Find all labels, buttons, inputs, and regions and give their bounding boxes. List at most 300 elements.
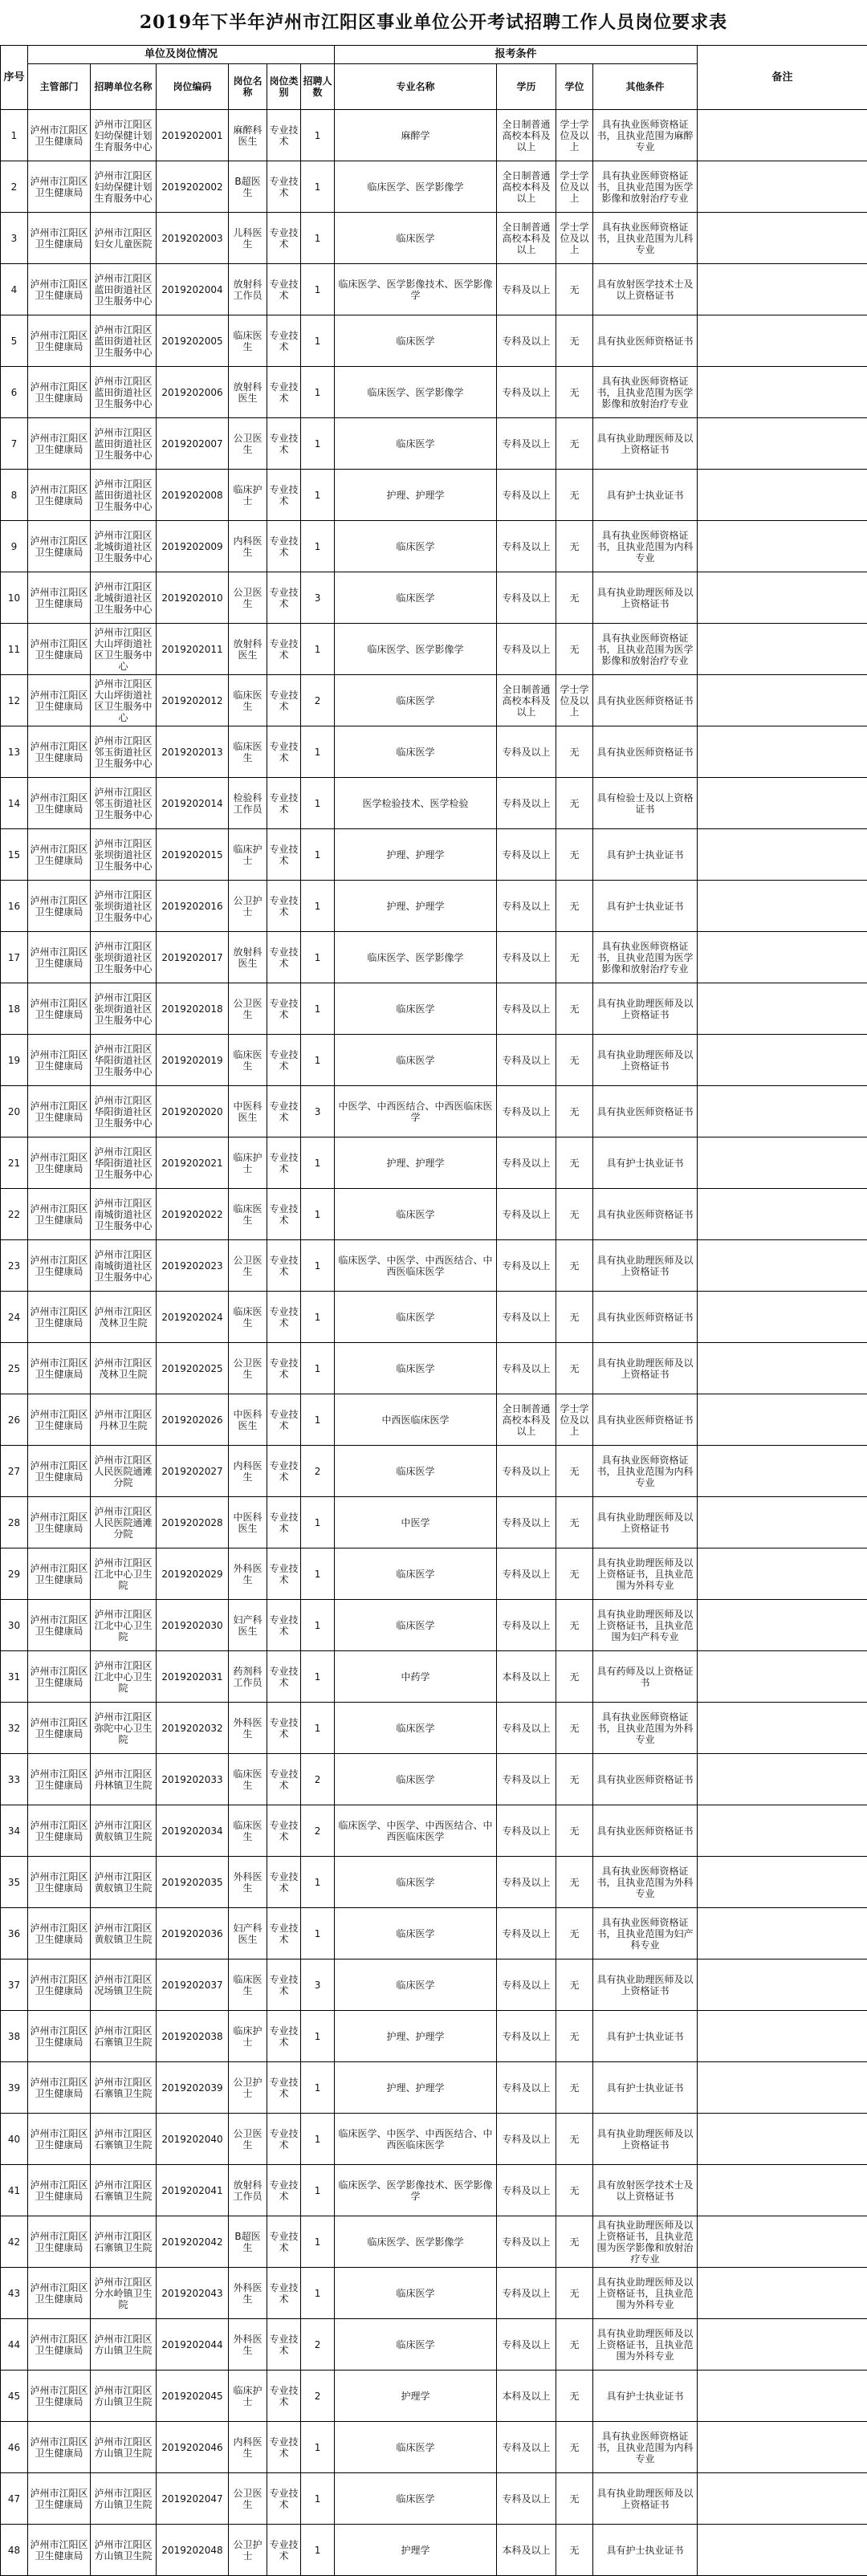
cell-count: 2 xyxy=(301,1754,335,1805)
cell-count: 1 xyxy=(301,2011,335,2062)
cell-edu: 专科及以上 xyxy=(497,470,556,521)
cell-dept: 泸州市江阳区卫生健康局 xyxy=(28,2062,91,2114)
cell-note xyxy=(698,624,867,675)
cell-other: 具有护士执业证书 xyxy=(593,2062,698,2114)
table-row xyxy=(1,2114,867,2165)
cell-unit: 泸州市江阳区妇幼保健计划生育服务中心 xyxy=(91,110,157,161)
cell-seq: 47 xyxy=(1,2473,28,2525)
table-row xyxy=(1,1240,867,1292)
cell-category: 专业技术 xyxy=(267,213,301,264)
cell-major: 临床医学、中医学、中西医结合、中西医临床医学 xyxy=(335,1240,497,1292)
cell-major: 临床医学、中医学、中西医结合、中西医临床医学 xyxy=(335,1805,497,1857)
header-code: 岗位编码 xyxy=(157,64,229,110)
cell-unit: 泸州市江阳区黄舣镇卫生院 xyxy=(91,1908,157,1959)
cell-post: 公卫医生 xyxy=(229,1343,267,1394)
cell-post: 临床护士 xyxy=(229,1137,267,1189)
table-row xyxy=(1,315,867,367)
cell-code: 2019202027 xyxy=(157,1446,229,1497)
cell-major: 临床医学、医学影像学 xyxy=(335,161,497,213)
cell-major: 临床医学 xyxy=(335,1343,497,1394)
cell-other: 具有护士执业证书 xyxy=(593,2011,698,2062)
cell-dept: 泸州市江阳区卫生健康局 xyxy=(28,1600,91,1651)
cell-count: 1 xyxy=(301,1394,335,1446)
table-row xyxy=(1,1035,867,1086)
table-row xyxy=(1,1137,867,1189)
cell-edu: 专科及以上 xyxy=(497,1086,556,1137)
cell-note xyxy=(698,2473,867,2525)
cell-other: 具有护士执业证书 xyxy=(593,470,698,521)
cell-seq: 14 xyxy=(1,778,28,829)
header-category: 岗位类别 xyxy=(267,64,301,110)
cell-category: 专业技术 xyxy=(267,1189,301,1240)
table-row xyxy=(1,367,867,418)
cell-category: 专业技术 xyxy=(267,2165,301,2216)
cell-category: 专业技术 xyxy=(267,932,301,983)
cell-count: 1 xyxy=(301,932,335,983)
position-table xyxy=(0,45,867,2576)
cell-edu: 专科及以上 xyxy=(497,624,556,675)
cell-note xyxy=(698,1651,867,1703)
cell-major: 临床医学 xyxy=(335,1600,497,1651)
cell-degree: 无 xyxy=(556,1754,593,1805)
cell-count: 3 xyxy=(301,1086,335,1137)
cell-unit: 泸州市江阳区况场镇卫生院 xyxy=(91,1959,157,2011)
cell-major: 临床医学 xyxy=(335,213,497,264)
cell-category: 专业技术 xyxy=(267,2525,301,2576)
cell-unit: 泸州市江阳区方山镇卫生院 xyxy=(91,2473,157,2525)
cell-edu: 专科及以上 xyxy=(497,418,556,470)
cell-unit: 泸州市江阳区张坝街道社区卫生服务中心 xyxy=(91,829,157,881)
cell-note xyxy=(698,2422,867,2473)
table-row xyxy=(1,881,867,932)
cell-code: 2019202019 xyxy=(157,1035,229,1086)
cell-code: 2019202041 xyxy=(157,2165,229,2216)
table-row xyxy=(1,1651,867,1703)
cell-post: 儿科医生 xyxy=(229,213,267,264)
cell-post: 公卫护士 xyxy=(229,881,267,932)
cell-unit: 泸州市江阳区石寨镇卫生院 xyxy=(91,2114,157,2165)
cell-edu: 专科及以上 xyxy=(497,1600,556,1651)
cell-unit: 泸州市江阳区南城街道社区卫生服务中心 xyxy=(91,1240,157,1292)
cell-edu: 全日制普通高校本科及以上 xyxy=(497,1394,556,1446)
table-row xyxy=(1,2319,867,2370)
cell-unit: 泸州市江阳区蓝田街道社区卫生服务中心 xyxy=(91,264,157,315)
cell-post: 外科医生 xyxy=(229,1548,267,1600)
cell-degree: 无 xyxy=(556,2165,593,2216)
cell-dept: 泸州市江阳区卫生健康局 xyxy=(28,572,91,624)
cell-category: 专业技术 xyxy=(267,1805,301,1857)
cell-seq: 9 xyxy=(1,521,28,572)
cell-category: 专业技术 xyxy=(267,1651,301,1703)
cell-count: 1 xyxy=(301,2422,335,2473)
cell-major: 中药学 xyxy=(335,1651,497,1703)
table-row xyxy=(1,624,867,675)
cell-unit: 泸州市江阳区蓝田街道社区卫生服务中心 xyxy=(91,315,157,367)
cell-edu: 专科及以上 xyxy=(497,1446,556,1497)
cell-category: 专业技术 xyxy=(267,418,301,470)
cell-category: 专业技术 xyxy=(267,2319,301,2370)
cell-seq: 16 xyxy=(1,881,28,932)
cell-degree: 无 xyxy=(556,315,593,367)
cell-note xyxy=(698,1497,867,1548)
cell-count: 1 xyxy=(301,1703,335,1754)
cell-code: 2019202001 xyxy=(157,110,229,161)
table-row xyxy=(1,1446,867,1497)
table-row xyxy=(1,521,867,572)
cell-count: 1 xyxy=(301,1137,335,1189)
cell-other: 具有护士执业证书 xyxy=(593,881,698,932)
cell-count: 1 xyxy=(301,1548,335,1600)
cell-note xyxy=(698,1548,867,1600)
cell-seq: 29 xyxy=(1,1548,28,1600)
cell-other: 具有执业医师资格证书 xyxy=(593,1754,698,1805)
cell-note xyxy=(698,1343,867,1394)
cell-other: 具有护士执业证书 xyxy=(593,2525,698,2576)
cell-post: B超医生 xyxy=(229,2216,267,2268)
cell-post: 放射科医生 xyxy=(229,624,267,675)
cell-post: 临床医生 xyxy=(229,726,267,778)
cell-degree: 无 xyxy=(556,1292,593,1343)
cell-note xyxy=(698,1086,867,1137)
cell-count: 1 xyxy=(301,2062,335,2114)
cell-unit: 泸州市江阳区石寨镇卫生院 xyxy=(91,2062,157,2114)
cell-dept: 泸州市江阳区卫生健康局 xyxy=(28,521,91,572)
cell-seq: 2 xyxy=(1,161,28,213)
cell-edu: 专科及以上 xyxy=(497,1857,556,1908)
cell-dept: 泸州市江阳区卫生健康局 xyxy=(28,1908,91,1959)
cell-note xyxy=(698,2062,867,2114)
cell-seq: 5 xyxy=(1,315,28,367)
cell-other: 具有执业助理医师及以上资格证书 xyxy=(593,1035,698,1086)
cell-category: 专业技术 xyxy=(267,315,301,367)
cell-count: 1 xyxy=(301,1651,335,1703)
cell-count: 3 xyxy=(301,572,335,624)
cell-seq: 48 xyxy=(1,2525,28,2576)
cell-major: 护理学 xyxy=(335,2525,497,2576)
cell-note xyxy=(698,1035,867,1086)
cell-unit: 泸州市江阳区方山镇卫生院 xyxy=(91,2370,157,2422)
table-row xyxy=(1,161,867,213)
cell-degree: 无 xyxy=(556,2473,593,2525)
table-row xyxy=(1,983,867,1035)
cell-seq: 46 xyxy=(1,2422,28,2473)
cell-category: 专业技术 xyxy=(267,1292,301,1343)
cell-dept: 泸州市江阳区卫生健康局 xyxy=(28,1240,91,1292)
cell-note xyxy=(698,881,867,932)
cell-count: 1 xyxy=(301,2473,335,2525)
table-row xyxy=(1,110,867,161)
table-row xyxy=(1,2216,867,2268)
cell-other: 具有执业医师资格证书，且执业范围为医学影像和放射治疗专业 xyxy=(593,932,698,983)
cell-dept: 泸州市江阳区卫生健康局 xyxy=(28,2216,91,2268)
cell-seq: 45 xyxy=(1,2370,28,2422)
cell-category: 专业技术 xyxy=(267,624,301,675)
cell-count: 3 xyxy=(301,1959,335,2011)
cell-other: 具有放射医学技术士及以上资格证书 xyxy=(593,2165,698,2216)
cell-post: 外科医生 xyxy=(229,2268,267,2319)
table-row xyxy=(1,1754,867,1805)
cell-count: 1 xyxy=(301,726,335,778)
cell-seq: 39 xyxy=(1,2062,28,2114)
cell-post: 内科医生 xyxy=(229,1446,267,1497)
cell-unit: 泸州市江阳区茂林卫生院 xyxy=(91,1343,157,1394)
cell-code: 2019202048 xyxy=(157,2525,229,2576)
cell-note xyxy=(698,2216,867,2268)
cell-edu: 专科及以上 xyxy=(497,315,556,367)
cell-major: 护理、护理学 xyxy=(335,1137,497,1189)
cell-major: 临床医学、医学影像技术、医学影像学 xyxy=(335,264,497,315)
cell-major: 临床医学 xyxy=(335,1548,497,1600)
cell-other: 具有执业医师资格证书 xyxy=(593,1189,698,1240)
cell-post: 临床医生 xyxy=(229,1292,267,1343)
cell-note xyxy=(698,1908,867,1959)
cell-seq: 13 xyxy=(1,726,28,778)
cell-post: 内科医生 xyxy=(229,2422,267,2473)
cell-category: 专业技术 xyxy=(267,1548,301,1600)
cell-code: 2019202032 xyxy=(157,1703,229,1754)
cell-dept: 泸州市江阳区卫生健康局 xyxy=(28,1086,91,1137)
cell-seq: 25 xyxy=(1,1343,28,1394)
cell-other: 具有执业医师资格证书，且执业范围为外科专业 xyxy=(593,1857,698,1908)
cell-major: 临床医学 xyxy=(335,1959,497,2011)
cell-seq: 28 xyxy=(1,1497,28,1548)
table-row xyxy=(1,1908,867,1959)
cell-degree: 无 xyxy=(556,1446,593,1497)
cell-count: 1 xyxy=(301,1189,335,1240)
cell-count: 2 xyxy=(301,2319,335,2370)
cell-major: 护理、护理学 xyxy=(335,881,497,932)
cell-note xyxy=(698,1137,867,1189)
cell-edu: 专科及以上 xyxy=(497,2114,556,2165)
cell-seq: 40 xyxy=(1,2114,28,2165)
cell-seq: 22 xyxy=(1,1189,28,1240)
cell-note xyxy=(698,2370,867,2422)
cell-degree: 无 xyxy=(556,572,593,624)
cell-other: 具有执业医师资格证书，且执业范围为医学影像和放射治疗专业 xyxy=(593,367,698,418)
cell-other: 具有执业助理医师及以上资格证书 xyxy=(593,1343,698,1394)
cell-edu: 本科及以上 xyxy=(497,2370,556,2422)
cell-dept: 泸州市江阳区卫生健康局 xyxy=(28,213,91,264)
cell-category: 专业技术 xyxy=(267,1703,301,1754)
cell-seq: 24 xyxy=(1,1292,28,1343)
cell-code: 2019202047 xyxy=(157,2473,229,2525)
cell-code: 2019202026 xyxy=(157,1394,229,1446)
cell-major: 护理、护理学 xyxy=(335,470,497,521)
cell-code: 2019202045 xyxy=(157,2370,229,2422)
cell-code: 2019202046 xyxy=(157,2422,229,2473)
cell-code: 2019202040 xyxy=(157,2114,229,2165)
cell-edu: 专科及以上 xyxy=(497,726,556,778)
cell-other: 具有执业医师资格证书，且执业范围为内科专业 xyxy=(593,1446,698,1497)
cell-edu: 专科及以上 xyxy=(497,1343,556,1394)
cell-unit: 泸州市江阳区大山坪街道社区卫生服务中心 xyxy=(91,624,157,675)
cell-category: 专业技术 xyxy=(267,161,301,213)
cell-category: 专业技术 xyxy=(267,2422,301,2473)
cell-code: 2019202025 xyxy=(157,1343,229,1394)
table-row xyxy=(1,1189,867,1240)
cell-dept: 泸州市江阳区卫生健康局 xyxy=(28,161,91,213)
cell-unit: 泸州市江阳区人民医院通滩分院 xyxy=(91,1497,157,1548)
cell-post: 临床护士 xyxy=(229,829,267,881)
cell-note xyxy=(698,932,867,983)
cell-dept: 泸州市江阳区卫生健康局 xyxy=(28,418,91,470)
cell-unit: 泸州市江阳区蓝田街道社区卫生服务中心 xyxy=(91,418,157,470)
cell-note xyxy=(698,2525,867,2576)
table-row xyxy=(1,2062,867,2114)
cell-category: 专业技术 xyxy=(267,2114,301,2165)
cell-other: 具有放射医学技术士及以上资格证书 xyxy=(593,264,698,315)
table-row xyxy=(1,1497,867,1548)
cell-degree: 无 xyxy=(556,1600,593,1651)
cell-post: 临床医生 xyxy=(229,1035,267,1086)
cell-post: 临床医生 xyxy=(229,1805,267,1857)
cell-dept: 泸州市江阳区卫生健康局 xyxy=(28,1703,91,1754)
cell-post: 麻醉科医生 xyxy=(229,110,267,161)
cell-major: 临床医学 xyxy=(335,1446,497,1497)
cell-post: 公卫医生 xyxy=(229,983,267,1035)
cell-edu: 专科及以上 xyxy=(497,1548,556,1600)
cell-code: 2019202035 xyxy=(157,1857,229,1908)
cell-degree: 无 xyxy=(556,624,593,675)
cell-unit: 泸州市江阳区华阳街道社区卫生服务中心 xyxy=(91,1086,157,1137)
cell-degree: 学士学位及以上 xyxy=(556,675,593,726)
cell-unit: 泸州市江阳区邻玉街道社区卫生服务中心 xyxy=(91,778,157,829)
cell-degree: 无 xyxy=(556,418,593,470)
cell-category: 专业技术 xyxy=(267,726,301,778)
cell-code: 2019202034 xyxy=(157,1805,229,1857)
cell-note xyxy=(698,1240,867,1292)
cell-category: 专业技术 xyxy=(267,829,301,881)
cell-edu: 全日制普通高校本科及以上 xyxy=(497,213,556,264)
cell-note xyxy=(698,1959,867,2011)
cell-major: 临床医学 xyxy=(335,521,497,572)
cell-other: 具有执业医师资格证书，且执业范围为医学影像和放射治疗专业 xyxy=(593,161,698,213)
cell-degree: 无 xyxy=(556,367,593,418)
cell-degree: 无 xyxy=(556,881,593,932)
cell-degree: 无 xyxy=(556,778,593,829)
cell-other: 具有护士执业证书 xyxy=(593,829,698,881)
cell-unit: 泸州市江阳区江北中心卫生院 xyxy=(91,1600,157,1651)
cell-dept: 泸州市江阳区卫生健康局 xyxy=(28,367,91,418)
cell-count: 1 xyxy=(301,1908,335,1959)
cell-code: 2019202030 xyxy=(157,1600,229,1651)
cell-code: 2019202044 xyxy=(157,2319,229,2370)
cell-edu: 专科及以上 xyxy=(497,367,556,418)
cell-category: 专业技术 xyxy=(267,1086,301,1137)
cell-note xyxy=(698,315,867,367)
header-note: 备注 xyxy=(698,46,867,110)
cell-post: 临床医生 xyxy=(229,1959,267,2011)
cell-dept: 泸州市江阳区卫生健康局 xyxy=(28,1292,91,1343)
cell-dept: 泸州市江阳区卫生健康局 xyxy=(28,1497,91,1548)
cell-note xyxy=(698,1703,867,1754)
cell-code: 2019202007 xyxy=(157,418,229,470)
cell-dept: 泸州市江阳区卫生健康局 xyxy=(28,2370,91,2422)
cell-count: 1 xyxy=(301,829,335,881)
cell-other: 具有执业医师资格证书，且执业范围为外科专业 xyxy=(593,1703,698,1754)
cell-seq: 11 xyxy=(1,624,28,675)
cell-degree: 无 xyxy=(556,2319,593,2370)
cell-other: 具有执业医师资格证书 xyxy=(593,726,698,778)
cell-major: 护理、护理学 xyxy=(335,2062,497,2114)
cell-other: 具有执业助理医师及以上资格证书 xyxy=(593,1497,698,1548)
cell-note xyxy=(698,213,867,264)
cell-note xyxy=(698,572,867,624)
cell-note xyxy=(698,829,867,881)
cell-note xyxy=(698,2319,867,2370)
header-unit-group: 单位及岗位情况 xyxy=(28,46,335,64)
header-edu: 学历 xyxy=(497,64,556,110)
cell-post: 临床护士 xyxy=(229,470,267,521)
cell-unit: 泸州市江阳区妇女儿童医院 xyxy=(91,213,157,264)
cell-unit: 泸州市江阳区弥陀中心卫生院 xyxy=(91,1703,157,1754)
table-header xyxy=(1,46,867,110)
table-row xyxy=(1,2370,867,2422)
cell-count: 1 xyxy=(301,1343,335,1394)
cell-category: 专业技术 xyxy=(267,675,301,726)
cell-note xyxy=(698,778,867,829)
cell-unit: 泸州市江阳区石寨镇卫生院 xyxy=(91,2165,157,2216)
cell-note xyxy=(698,726,867,778)
cell-dept: 泸州市江阳区卫生健康局 xyxy=(28,881,91,932)
cell-note xyxy=(698,264,867,315)
cell-seq: 34 xyxy=(1,1805,28,1857)
cell-post: 临床护士 xyxy=(229,2370,267,2422)
cell-post: B超医生 xyxy=(229,161,267,213)
cell-post: 临床医生 xyxy=(229,1754,267,1805)
cell-note xyxy=(698,2268,867,2319)
cell-edu: 专科及以上 xyxy=(497,1805,556,1857)
cell-note xyxy=(698,367,867,418)
cell-dept: 泸州市江阳区卫生健康局 xyxy=(28,2422,91,2473)
cell-major: 临床医学 xyxy=(335,675,497,726)
cell-post: 放射科医生 xyxy=(229,932,267,983)
cell-count: 1 xyxy=(301,213,335,264)
cell-edu: 专科及以上 xyxy=(497,2268,556,2319)
table-row xyxy=(1,1394,867,1446)
cell-dept: 泸州市江阳区卫生健康局 xyxy=(28,2011,91,2062)
cell-edu: 专科及以上 xyxy=(497,1754,556,1805)
cell-code: 2019202021 xyxy=(157,1137,229,1189)
cell-unit: 泸州市江阳区北城街道社区卫生服务中心 xyxy=(91,521,157,572)
cell-other: 具有执业助理医师及以上资格证书 xyxy=(593,1240,698,1292)
cell-dept: 泸州市江阳区卫生健康局 xyxy=(28,2473,91,2525)
cell-code: 2019202022 xyxy=(157,1189,229,1240)
cell-unit: 泸州市江阳区华阳街道社区卫生服务中心 xyxy=(91,1137,157,1189)
cell-category: 专业技术 xyxy=(267,1754,301,1805)
table-body xyxy=(1,110,867,2576)
cell-edu: 专科及以上 xyxy=(497,1292,556,1343)
cell-major: 护理学 xyxy=(335,2370,497,2422)
cell-seq: 27 xyxy=(1,1446,28,1497)
cell-seq: 20 xyxy=(1,1086,28,1137)
cell-major: 医学检验技术、医学检验 xyxy=(335,778,497,829)
cell-other: 具有执业医师资格证书 xyxy=(593,1292,698,1343)
cell-dept: 泸州市江阳区卫生健康局 xyxy=(28,2268,91,2319)
cell-major: 临床医学 xyxy=(335,418,497,470)
cell-dept: 泸州市江阳区卫生健康局 xyxy=(28,829,91,881)
cell-note xyxy=(698,2011,867,2062)
cell-dept: 泸州市江阳区卫生健康局 xyxy=(28,470,91,521)
cell-count: 1 xyxy=(301,1240,335,1292)
cell-note xyxy=(698,1292,867,1343)
cell-code: 2019202004 xyxy=(157,264,229,315)
cell-code: 2019202013 xyxy=(157,726,229,778)
cell-category: 专业技术 xyxy=(267,881,301,932)
cell-degree: 无 xyxy=(556,1137,593,1189)
cell-seq: 38 xyxy=(1,2011,28,2062)
cell-seq: 30 xyxy=(1,1600,28,1651)
